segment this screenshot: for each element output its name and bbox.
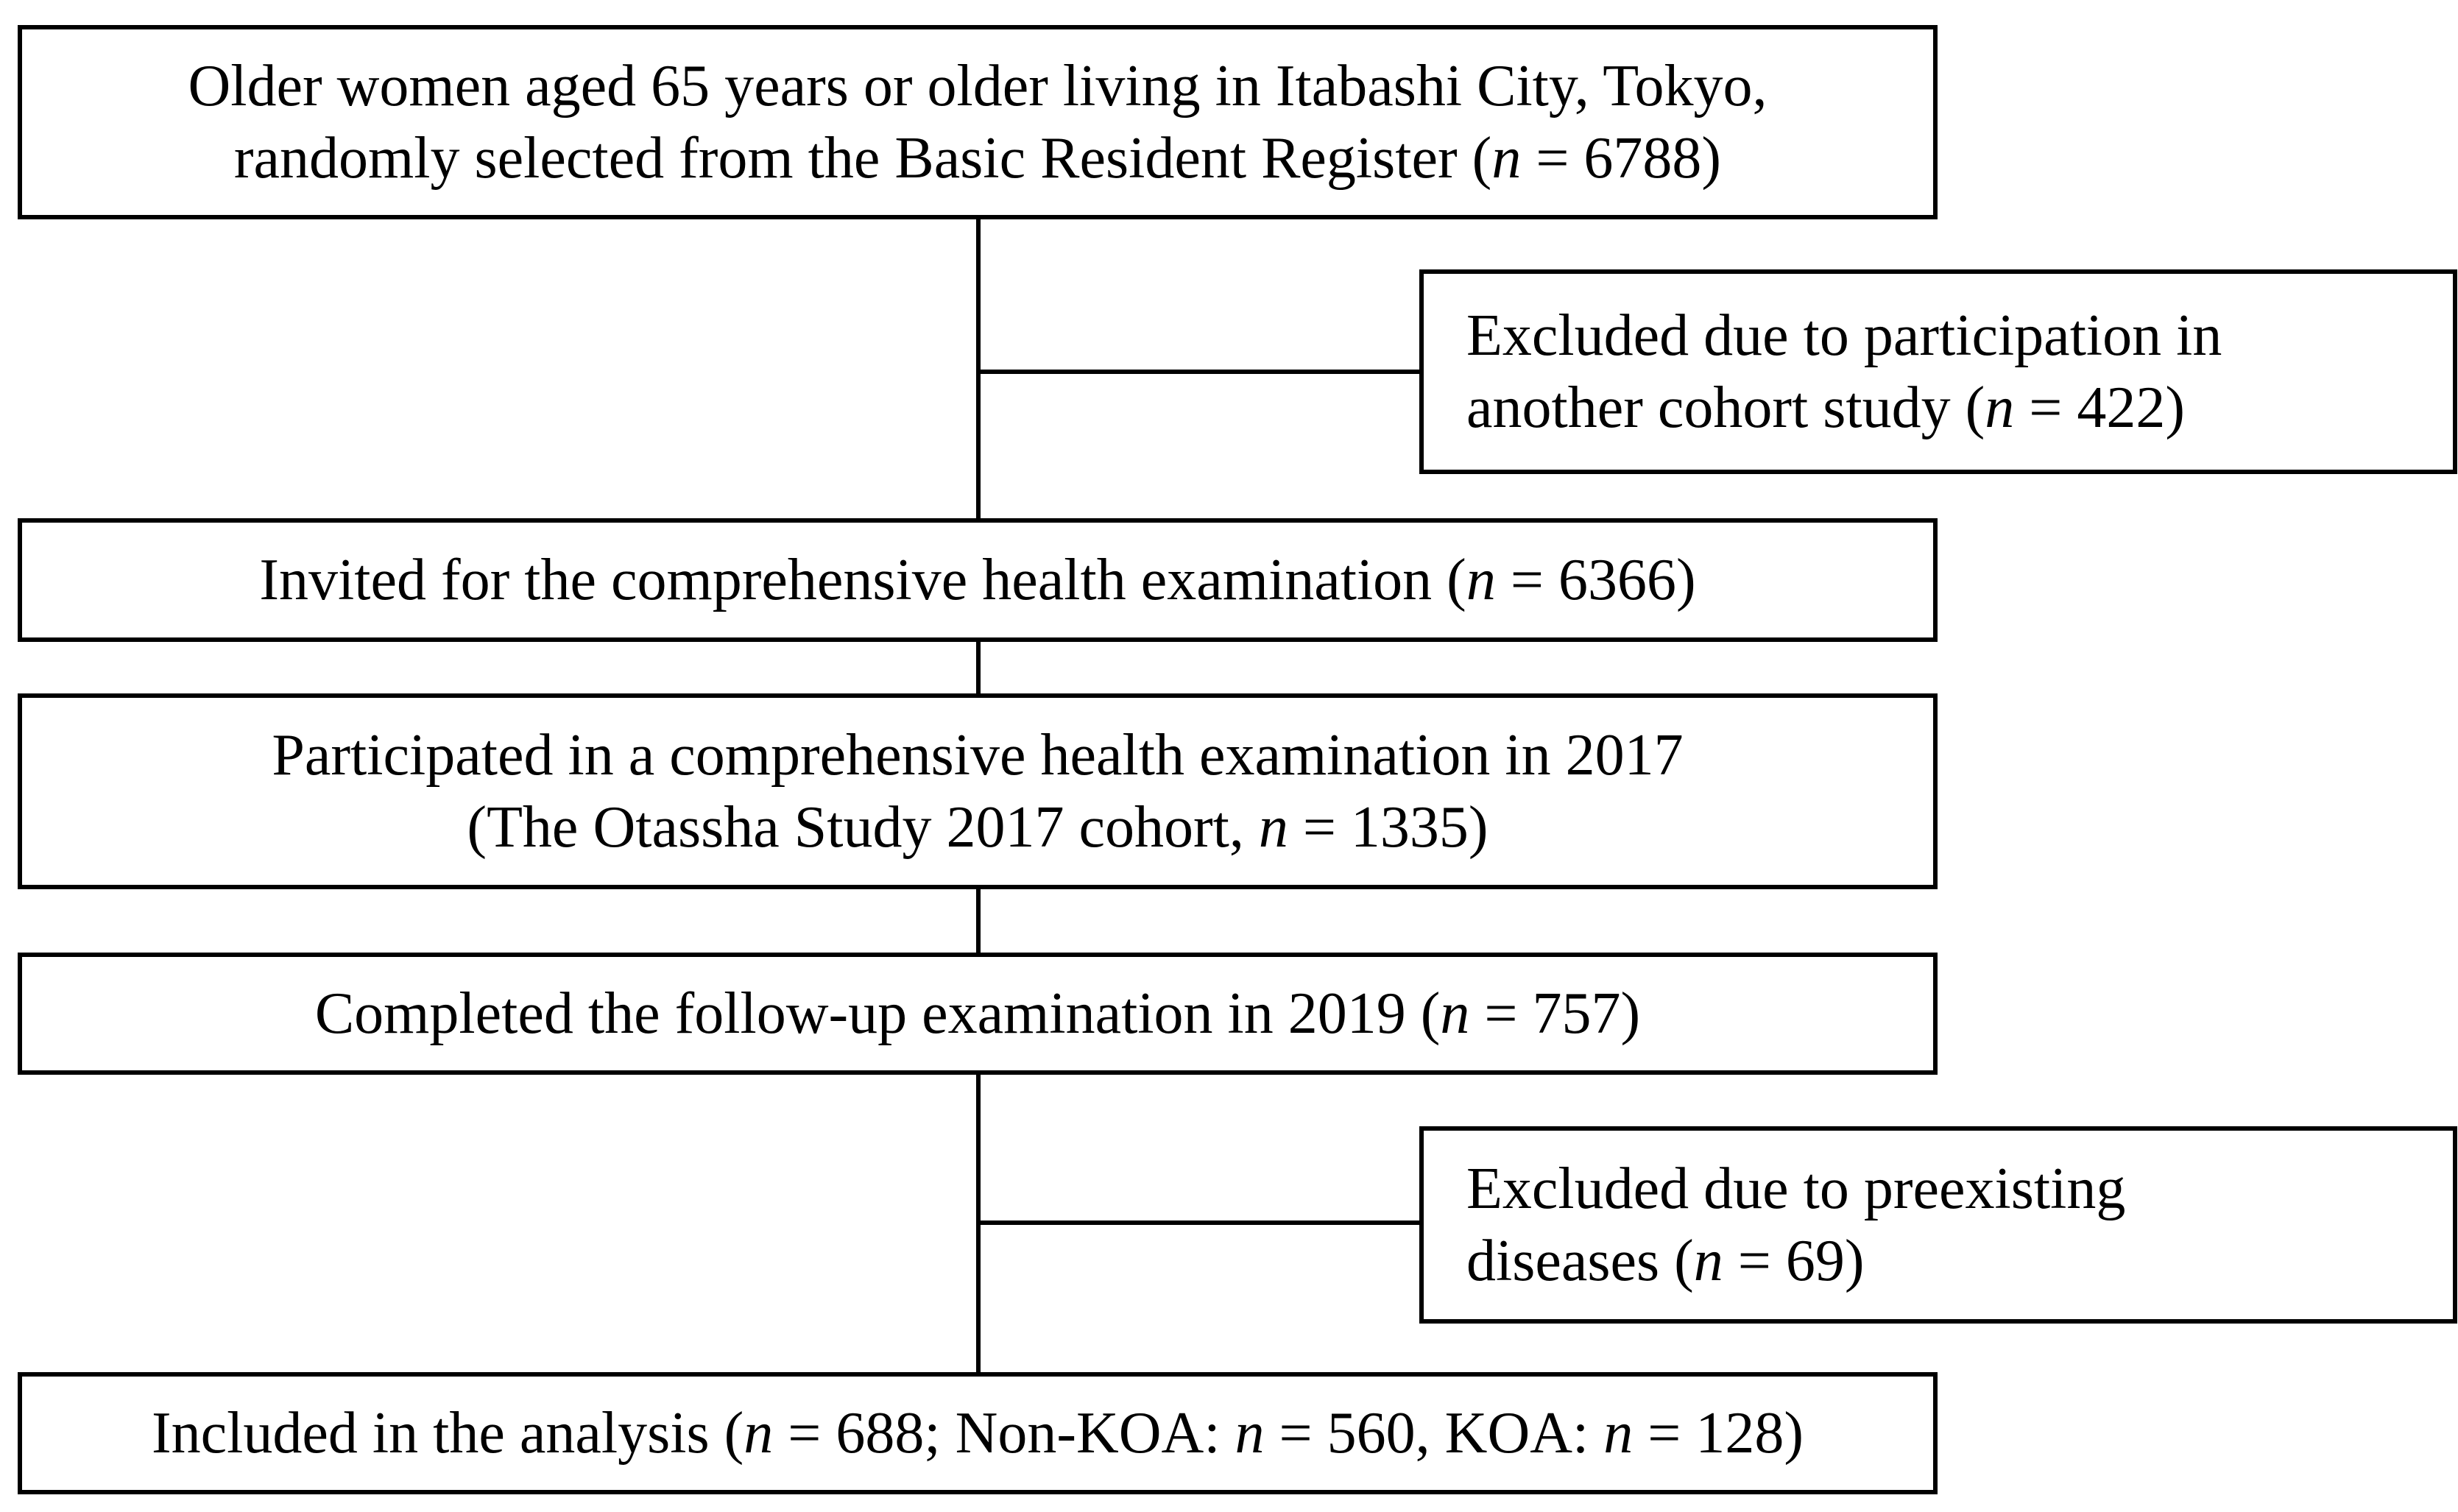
participated-line2: (The Otassha Study 2017 cohort, n = 1335)	[467, 795, 1488, 860]
source-population-box	[18, 25, 1938, 219]
exclusion-cohort-line2: another cohort study (n = 422)	[1466, 375, 2186, 440]
connector-exclusion-2	[976, 1220, 1422, 1225]
source-population-line2: randomly selected from the Basic Resident Register (n = 6788)	[233, 126, 1722, 191]
participated-box	[18, 693, 1938, 889]
follow-up-box	[18, 953, 1938, 1075]
exclusion-disease-line1: Excluded due to preexisting	[1466, 1156, 2126, 1221]
participated-line1: Participated in a comprehensive health examination in 2017	[272, 723, 1684, 788]
follow-up-line1: Completed the follow-up examination in 2019 (n = 757)	[314, 981, 1641, 1046]
source-population-line1: Older women aged 65 years or older living in Itabashi City, Tokyo,	[188, 54, 1767, 119]
exclusion-disease-line2: diseases (n = 69)	[1466, 1229, 1865, 1293]
invited-box	[18, 518, 1938, 642]
exclusion-cohort-box	[1419, 269, 2457, 474]
analysis-box	[18, 1372, 1938, 1494]
connector-main-3	[976, 888, 981, 954]
connector-main-2	[976, 640, 981, 695]
exclusion-disease-box	[1419, 1126, 2457, 1324]
analysis-line1: Included in the analysis (n = 688; Non-KOA: n = 560, KOA: n = 128)	[152, 1401, 1804, 1466]
exclusion-cohort-line1: Excluded due to participation in	[1466, 303, 2222, 368]
connector-exclusion-1	[976, 370, 1422, 374]
connector-main-1	[976, 218, 981, 520]
invited-line1: Invited for the comprehensive health examination (n = 6366)	[259, 548, 1696, 612]
